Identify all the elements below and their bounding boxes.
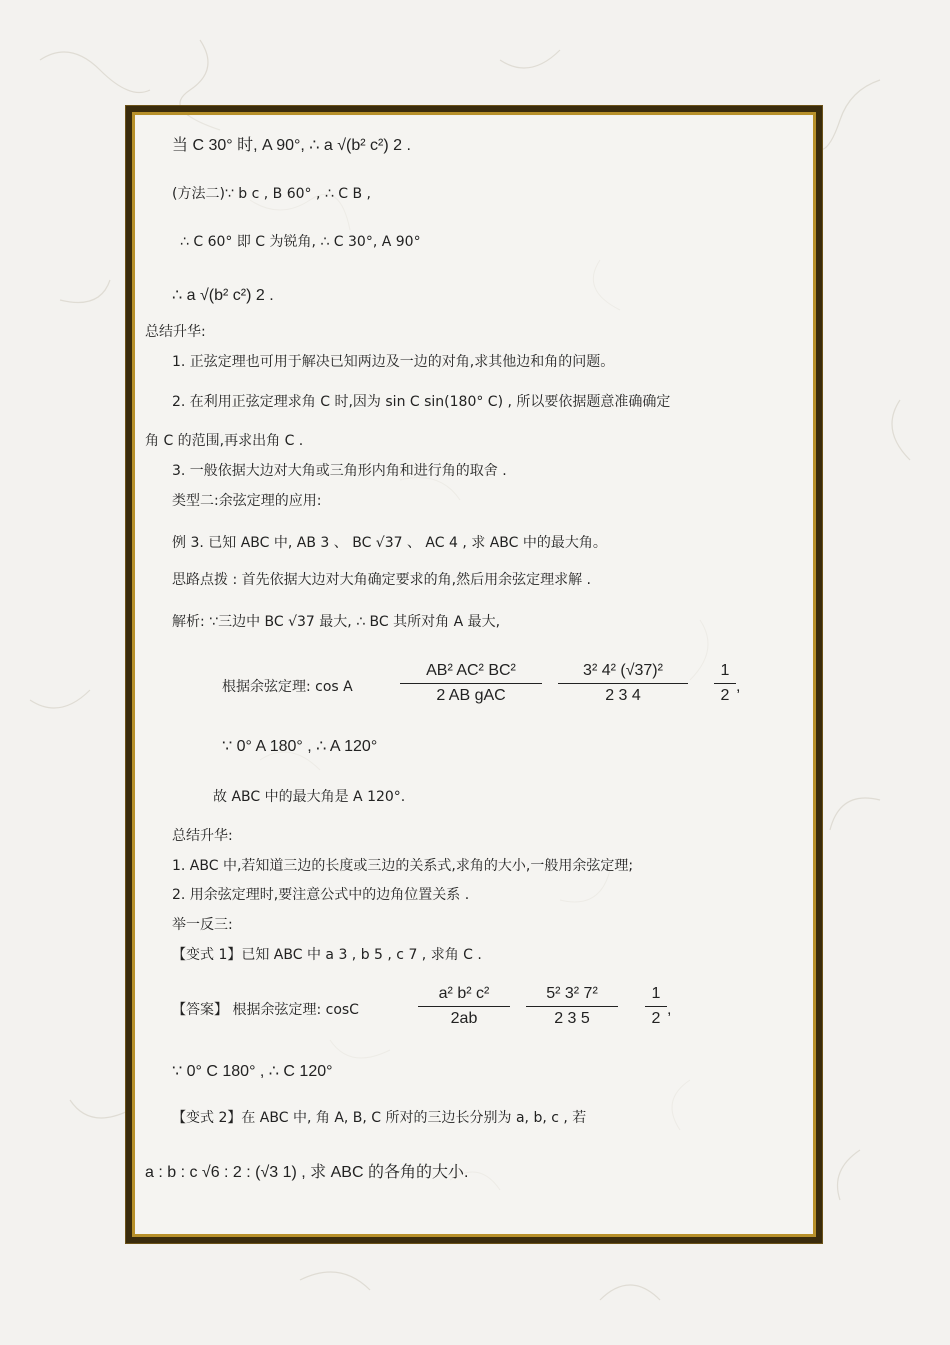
- fraction-cosA-formula: [400, 662, 542, 705]
- fraction-cosA-result: [714, 662, 736, 705]
- fraction-cosC-result: [645, 985, 667, 1028]
- variant-2-ratio: a : b : c √6 : 2 : (√3 1) , 求 ABC 的各角的大小.: [145, 1164, 469, 1181]
- fraction-numerator: 1: [714, 662, 736, 684]
- conclusion-line: 故 ABC 中的最大角是 A 120°.: [213, 789, 406, 805]
- section-heading: 总结升华:: [145, 324, 206, 340]
- line-2: (方法二)∵ b c , B 60° , ∴ C B ,: [172, 186, 371, 202]
- fraction-denominator: 2: [720, 687, 730, 704]
- summary-heading: 总结升华:: [172, 828, 233, 844]
- summary-2: 2. 用余弦定理时,要注意公式中的边角位置关系 .: [172, 887, 470, 903]
- line-9: 3. 一般依据大边对大角或三角形内角和进行角的取舍 .: [172, 463, 507, 479]
- fraction-cosC-formula: [418, 985, 510, 1028]
- angle-range-line: ∵ 0° A 180° , ∴ A 120°: [222, 738, 378, 755]
- fraction-numerator: a² b² c²: [418, 985, 510, 1007]
- line-7: 2. 在利用正弦定理求角 C 时,因为 sin C sin(180° C) , 所以要依据题意准确确定: [172, 394, 671, 410]
- answer-label: 【答案】 根据余弦定理: cosC: [172, 1002, 359, 1018]
- comma: ,: [667, 1001, 672, 1018]
- fraction-numerator: 5² 3² 7²: [526, 985, 618, 1007]
- line-3: ∴ C 60° 即 C 为锐角, ∴ C 30°, A 90°: [180, 234, 421, 250]
- comma: ,: [736, 678, 741, 695]
- fraction-denominator: 2 3 5: [554, 1010, 590, 1027]
- fraction-denominator: 2 AB gAC: [436, 687, 506, 704]
- fraction-denominator: 2ab: [450, 1010, 478, 1027]
- fraction-numerator: AB² AC² BC²: [400, 662, 542, 684]
- practice-heading: 举一反三:: [172, 917, 233, 933]
- hint-line: 思路点拨 : 首先依据大边对大角确定要求的角,然后用余弦定理求解 .: [172, 572, 591, 588]
- cosine-law-label: 根据余弦定理: cos A: [222, 679, 353, 695]
- section-heading-type2: 类型二:余弦定理的应用:: [172, 493, 322, 509]
- example-3: 例 3. 已知 ABC 中, AB 3 、 BC √37 、 AC 4 , 求 ABC 中的最大角。: [172, 535, 607, 551]
- fraction-denominator: 2 3 4: [605, 687, 641, 704]
- variant-1: 【变式 1】已知 ABC 中 a 3 , b 5 , c 7 , 求角 C .: [172, 947, 482, 963]
- fraction-cosA-values: [558, 662, 688, 705]
- summary-1: 1. ABC 中,若知道三边的长度或三边的关系式,求角的大小,一般用余弦定理;: [172, 858, 634, 874]
- fraction-numerator: 3² 4² (√37)²: [558, 662, 688, 684]
- fraction-cosC-values: [526, 985, 618, 1028]
- line-6: 1. 正弦定理也可用于解决已知两边及一边的对角,求其他边和角的问题。: [172, 354, 615, 370]
- angle-range-line-2: ∵ 0° C 180° , ∴ C 120°: [172, 1063, 333, 1080]
- line-1: 当 C 30° 时, A 90°, ∴ a √(b² c²) 2 .: [172, 137, 411, 154]
- solution-line: 解析: ∵三边中 BC √37 最大, ∴ BC 其所对角 A 最大,: [172, 614, 501, 630]
- variant-2: 【变式 2】在 ABC 中, 角 A, B, C 所对的三边长分别为 a, b, c , 若: [172, 1110, 587, 1126]
- line-8: 角 C 的范围,再求出角 C .: [145, 433, 304, 449]
- fraction-numerator: 1: [645, 985, 667, 1007]
- line-4: ∴ a √(b² c²) 2 .: [172, 287, 274, 304]
- fraction-denominator: 2: [651, 1010, 661, 1027]
